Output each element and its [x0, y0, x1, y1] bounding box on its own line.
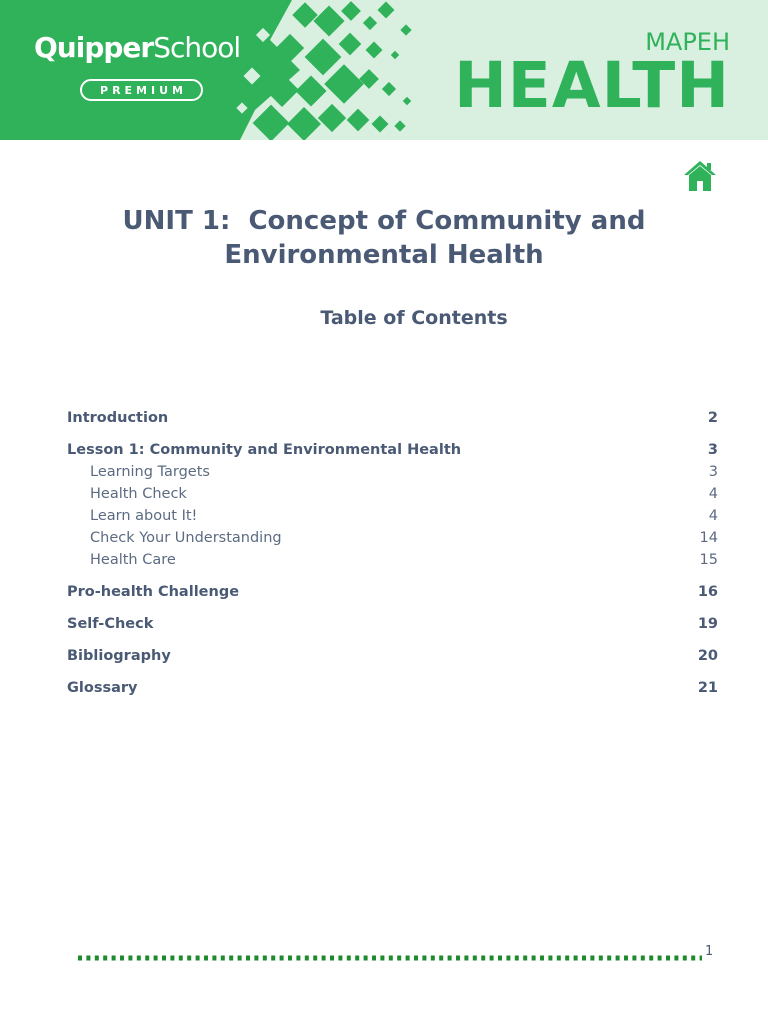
toc-label: Health Check	[90, 486, 187, 502]
toc-label: Lesson 1: Community and Environmental Health	[67, 442, 462, 458]
toc-item-self-check[interactable]	[67, 616, 718, 638]
toc-label: Self-Check	[67, 616, 154, 632]
subject-title: HEALTH	[454, 49, 730, 122]
toc-page: 19	[697, 616, 718, 632]
toc-label: Check Your Understanding	[90, 530, 282, 546]
toc-page: 4	[708, 508, 718, 524]
toc-item-learning-targets[interactable]	[67, 464, 718, 486]
premium-badge: PREMIUM	[80, 79, 203, 101]
toc-item-introduction[interactable]	[67, 410, 718, 432]
toc-item-glossary[interactable]	[67, 680, 718, 702]
toc-page: 21	[697, 680, 718, 696]
toc-label: Introduction	[67, 410, 169, 426]
toc-page: 4	[708, 486, 718, 502]
toc-item-bibliography[interactable]	[67, 648, 718, 670]
toc-label: Learn about It!	[90, 508, 198, 524]
page-number: 1	[705, 944, 714, 959]
brand-regular: School	[153, 31, 241, 64]
quipper-school-logo	[34, 31, 241, 64]
toc-item-check-understanding[interactable]	[67, 530, 718, 552]
toc-item-lesson1[interactable]	[67, 442, 718, 464]
toc-label: Health Care	[90, 552, 176, 568]
toc-label: Bibliography	[67, 648, 171, 664]
toc-page: 16	[697, 584, 718, 600]
unit-title-line2: Environmental Health	[224, 240, 544, 270]
toc-page: 20	[697, 648, 718, 664]
footer-dotted-rule	[76, 954, 704, 962]
brand-bold: Quipper	[34, 31, 154, 64]
home-icon[interactable]	[683, 160, 717, 192]
toc-item-learn-about-it[interactable]	[67, 508, 718, 530]
toc-label: Glossary	[67, 680, 138, 696]
subject-label: MAPEH	[645, 28, 730, 56]
toc-label: Learning Targets	[90, 464, 210, 480]
toc-page: 15	[699, 552, 718, 568]
toc-page: 2	[707, 410, 718, 426]
toc-page: 14	[699, 530, 718, 546]
header-banner	[0, 0, 768, 140]
toc-page: 3	[707, 442, 718, 458]
toc-label: Pro-health Challenge	[67, 584, 240, 600]
toc-page: 3	[708, 464, 718, 480]
toc-item-health-care[interactable]	[67, 552, 718, 574]
toc-heading: Table of Contents	[320, 307, 508, 329]
toc-item-pro-health-challenge[interactable]	[67, 584, 718, 606]
toc-item-health-check[interactable]	[67, 486, 718, 508]
unit-title-line1: UNIT 1: Concept of Community and	[122, 206, 646, 236]
table-of-contents	[67, 410, 718, 702]
unit-title	[84, 204, 684, 272]
